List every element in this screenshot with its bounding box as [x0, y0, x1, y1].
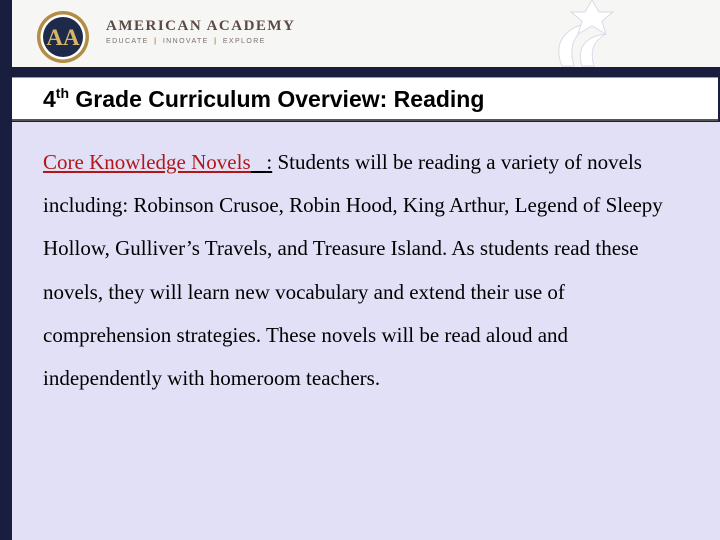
american-academy-seal-icon	[36, 10, 90, 64]
svg-text:AA: AA	[46, 25, 80, 50]
body-text: Students will be reading a variety of novels including: Robinson Crusoe, Robin Hood, King Arthur, Legend of Sleepy Hollow, Gulliver’s Travels, and Treasure Island. As students read these novels, they will learn new vocabulary and extend their use of comprehension strategies. These novels will be read aloud and independently with homeroom teachers.	[43, 150, 663, 391]
slide-title: 4th Grade Curriculum Overview: Reading	[43, 85, 485, 112]
content-area	[12, 122, 720, 540]
lead-label: Core Knowledge Novels	[43, 150, 251, 174]
title-bar	[12, 77, 718, 121]
logo-wordmark: AMERICAN ACADEMY	[106, 18, 296, 34]
lead-separator: :	[266, 150, 273, 174]
tagline-explore: EXPLORE	[222, 38, 266, 45]
star-swoosh-icon	[522, 0, 632, 67]
title-superscript: th	[55, 85, 70, 101]
tagline-innovate: INNOVATE	[162, 38, 209, 45]
logo-tagline: EDUCATE | INNOVATE | EXPLORE	[106, 38, 266, 45]
header-banner	[12, 0, 720, 67]
body-paragraph	[43, 141, 683, 400]
tagline-educate: EDUCATE	[106, 38, 149, 45]
